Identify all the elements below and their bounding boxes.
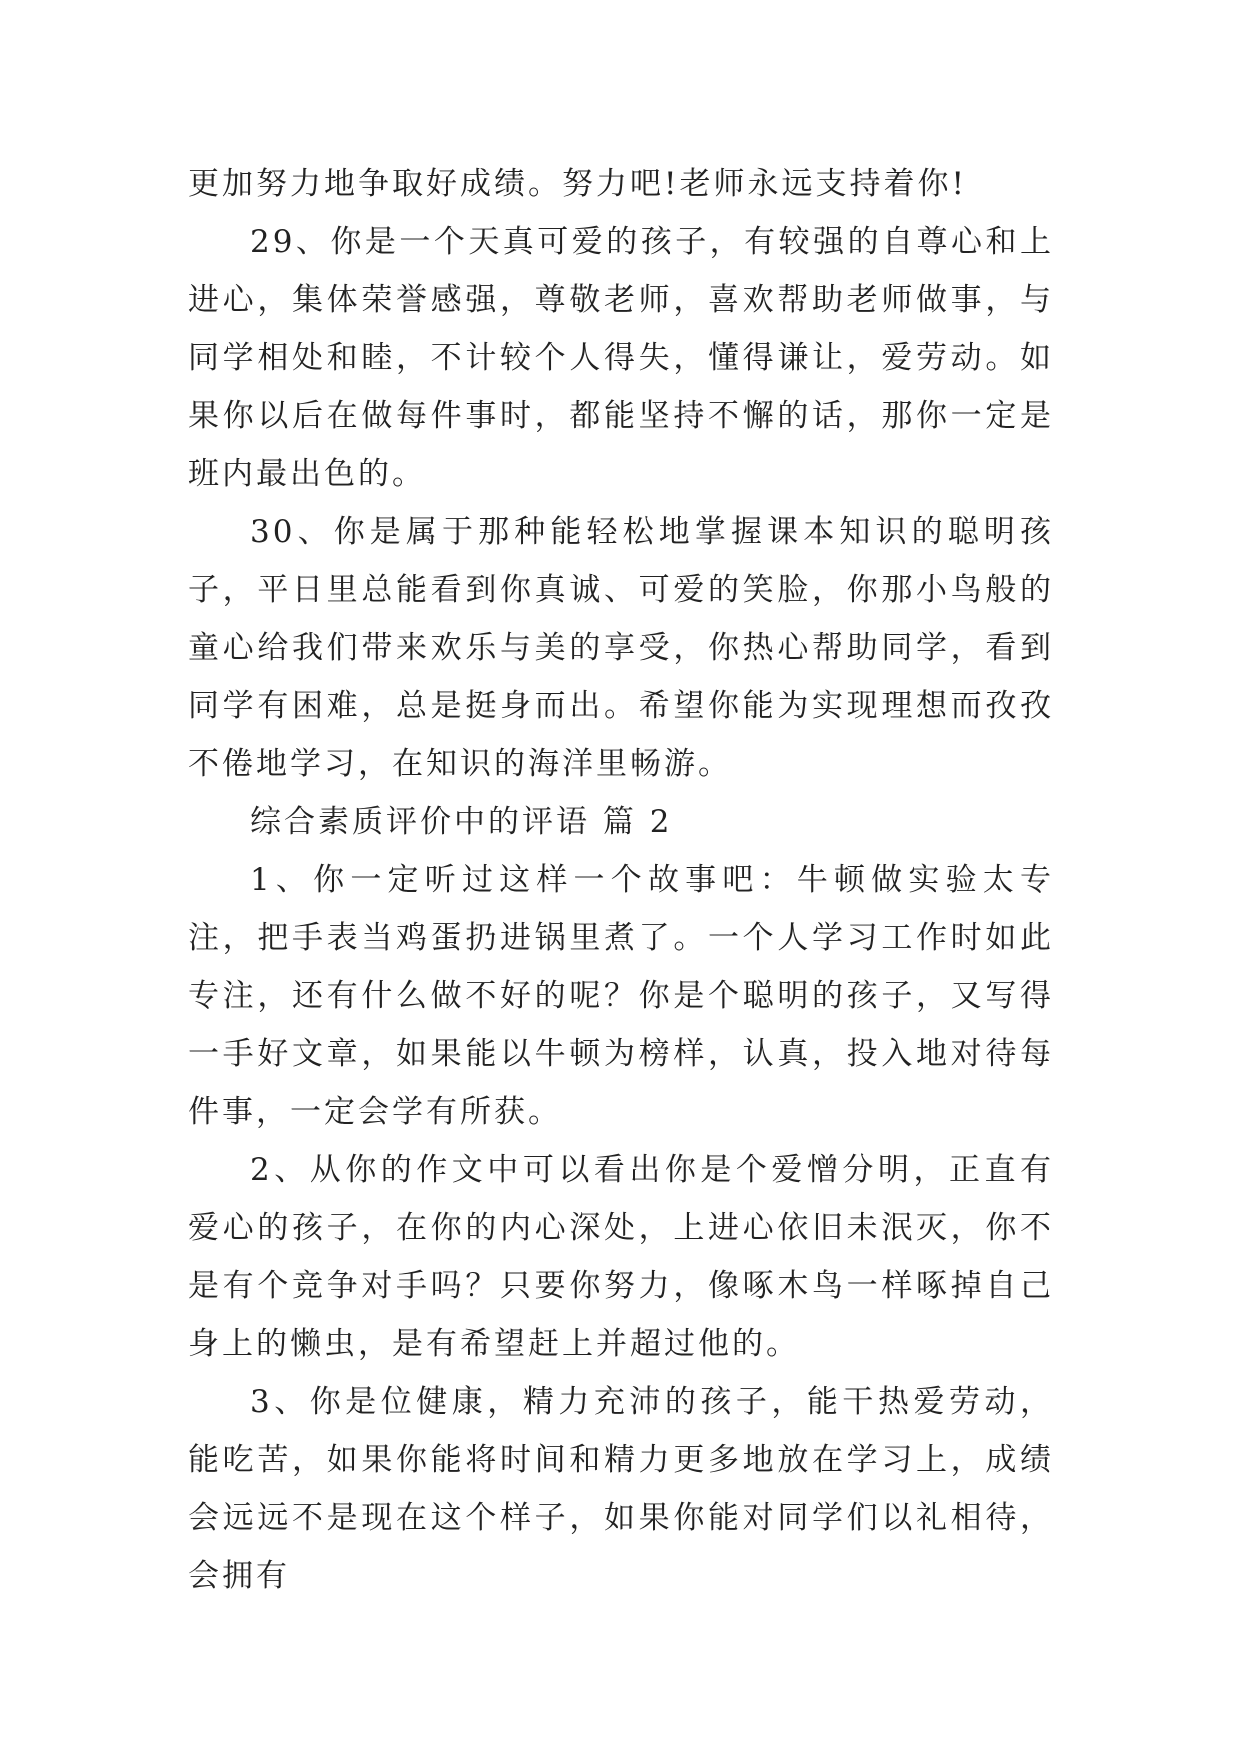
comment-paragraph-1: 1、你一定听过这样一个故事吧：牛顿做实验太专注，把手表当鸡蛋扔进锅里煮了。一个人学习工作时如此专注，还有什么做不好的呢？你是个聪明的孩子，又写得一手好文章，如果能以牛顿为榜样，认真，投入地对待每件事，一定会学有所获。 xyxy=(188,862,1054,1130)
document-body xyxy=(188,155,1054,1605)
comment-paragraph-2: 2、从你的作文中可以看出你是个爱憎分明，正直有爱心的孩子，在你的内心深处，上进心依旧未泯灭，你不是有个竞争对手吗？只要你努力，像啄木鸟一样啄掉自己身上的懒虫，是有希望赶上并超过他的。 xyxy=(188,1152,1054,1362)
comment-paragraph-3: 3、你是位健康，精力充沛的孩子，能干热爱劳动，能吃苦，如果你能将时间和精力更多地放在学习上，成绩会远远不是现在这个样子，如果你能对同学们以礼相待，会拥有 xyxy=(188,1384,1054,1594)
continuation-paragraph: 更加努力地争取好成绩。努力吧!老师永远支持着你! xyxy=(188,166,967,202)
section-title: 综合素质评价中的评语 篇 2 xyxy=(250,804,673,840)
comment-paragraph-30: 30、你是属于那种能轻松地掌握课本知识的聪明孩子，平日里总能看到你真诚、可爱的笑脸，你那小鸟般的童心给我们带来欢乐与美的享受，你热心帮助同学，看到同学有困难，总是挺身而出。希望你能为实现理想而孜孜不倦地学习，在知识的海洋里畅游。 xyxy=(188,514,1054,782)
comment-paragraph-29: 29、你是一个天真可爱的孩子，有较强的自尊心和上进心，集体荣誉感强，尊敬老师，喜欢帮助老师做事，与同学相处和睦，不计较个人得失，懂得谦让，爱劳动。如果你以后在做每件事时，都能坚持不懈的话，那你一定是班内最出色的。 xyxy=(188,224,1054,492)
